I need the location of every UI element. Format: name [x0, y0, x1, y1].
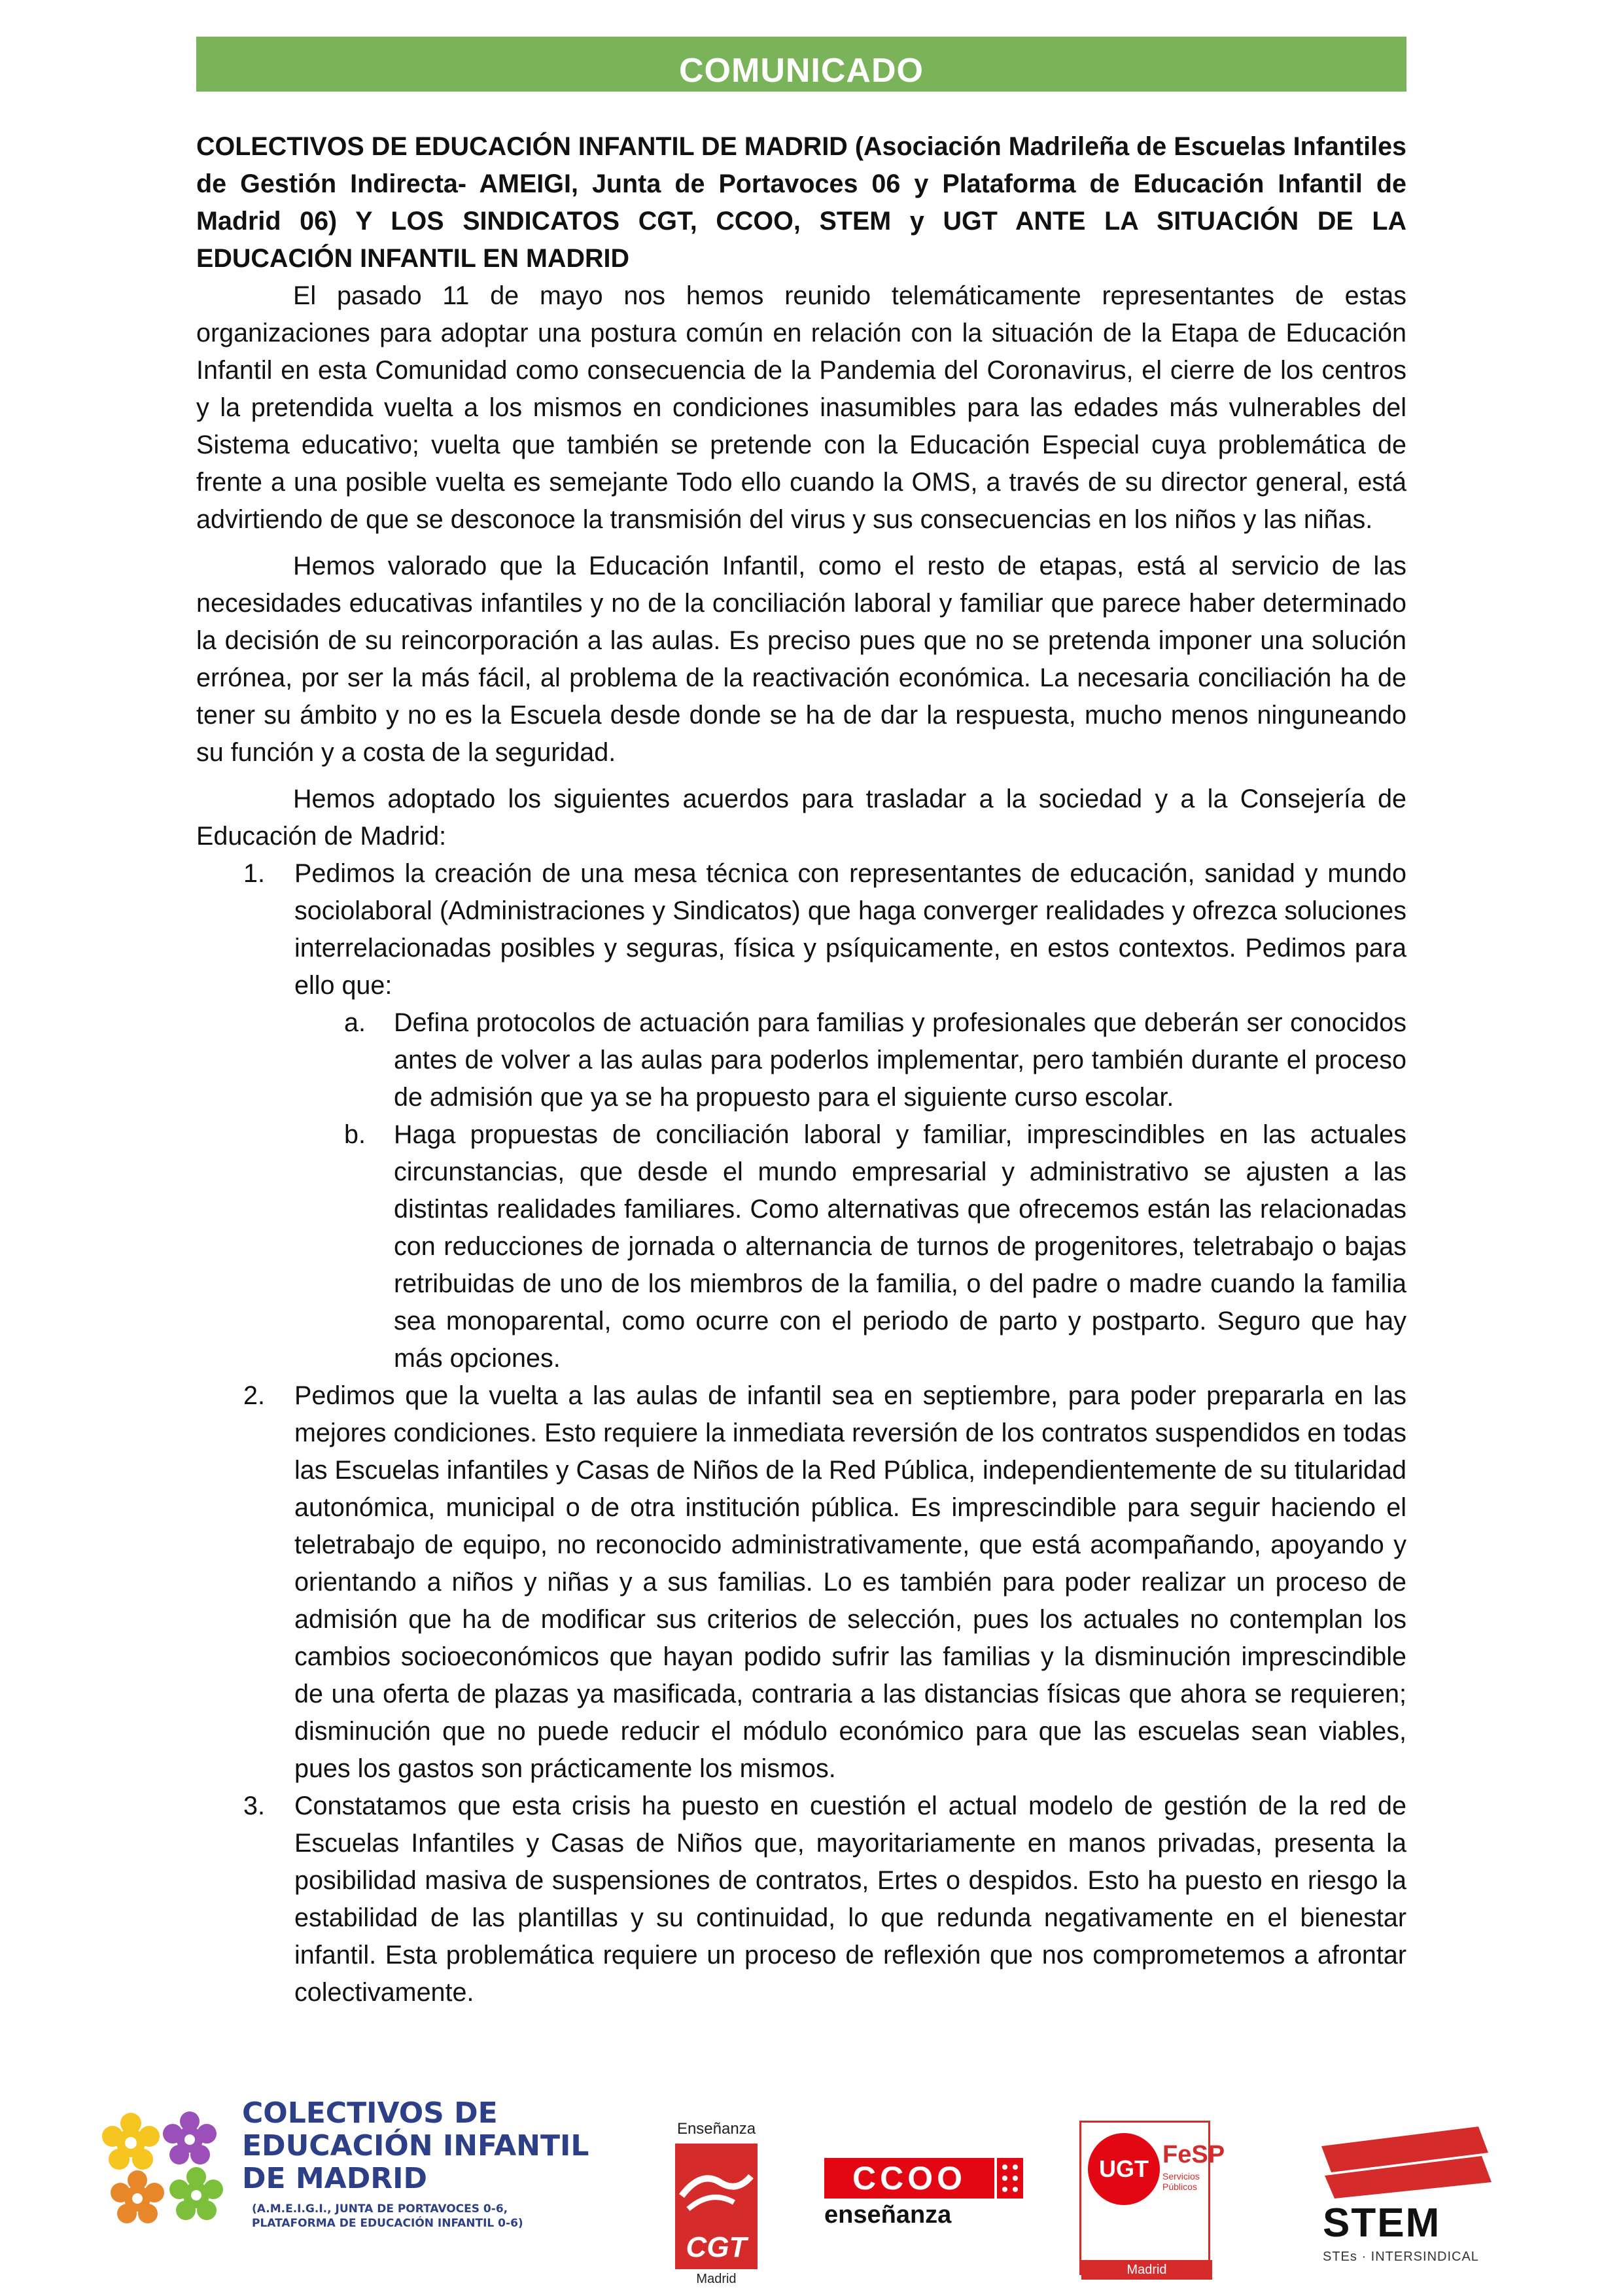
ugt-bottom-label: Madrid	[1081, 2260, 1212, 2280]
list-item	[196, 1377, 1406, 1788]
flag-icon	[1315, 2127, 1498, 2199]
colectivos-logo	[92, 2091, 615, 2248]
list-number: 1.	[243, 859, 265, 888]
stem-wordmark: STEM	[1323, 2200, 1441, 2246]
sub-list	[294, 1004, 1406, 1377]
agreements-list	[196, 855, 1406, 2011]
colectivos-subtitle: (A.M.E.I.G.I., JUNTA DE PORTAVOCES 0-6, PLATAFORMA DE EDUCACIÓN INFANTIL 0-6)	[252, 2202, 523, 2230]
list-item-text: Pedimos que la vuelta a las aulas de infantil sea en septiembre, para poder prepararla en las mejores condiciones. Esto requiere la inmediata reversión de los contratos suspendidos en todas las Escuelas infantiles y Casas de Niños de la Red Pública, independientemente de su titularidad autonómica, municipal o de otra institución pública. Es imprescindible para seguir haciendo el teletrabajo de equipo, no reconocido administrativamente, que está acompañando, apoyando y orientando a niños y niñas y a sus familias. Lo es también para poder realizar un proceso de admisión que ha de modificar sus criterios de selección, pues los actuales no contemplan los cambios socioeconómicos que hayan podido sufrir las familias y la disminución imprescindible de una oferta de plazas ya masificada, contraria a las distancias físicas que ahora se requieren; disminución que no puede reducir el módulo económico para que las escuelas sean viables, pues los gastos son prácticamente los mismos.	[294, 1381, 1406, 1783]
cgt-bottom-label: Madrid	[696, 2272, 737, 2286]
paragraph-1: El pasado 11 de mayo nos hemos reunido telemáticamente representantes de estas organizaciones para adoptar una postura común en relación con la situación de la Etapa de Educación Infantil en esta Comunidad como consecuencia de la Pandemia del Coronavirus, el cierre de los centros y la pretendida vuelta a los mismos en condiciones inasumibles para las edades más vulnerables del Sistema educativo; vuelta que también se pretende con la Educación Especial cuya problemática de frente a una posible vuelta es semejante Todo ello cuando la OMS, a través de su director general, está advirtiendo de que se desconoce la transmisión del virus y sus consecuencias en los niños y las niñas.	[196, 281, 1406, 534]
colectivos-title: COLECTIVOS DE EDUCACIÓN INFANTIL DE MADRID	[242, 2096, 589, 2195]
cgt-wordmark: CGT	[686, 2231, 747, 2263]
ccoo-logo	[824, 2158, 1027, 2230]
flower-cluster-icon	[92, 2104, 236, 2234]
list-number: 3.	[243, 1792, 265, 1820]
ugt-fesp-label: FeSP	[1162, 2141, 1225, 2168]
list-item-text: Constatamos que esta crisis ha puesto en cuestión el actual modelo de gestión de la red de Escuelas Infantiles y Casas de Niños que, mayoritariamente en manos privadas, presenta la posibilidad masiva de suspensiones de contratos, Ertes o despidos. Esto ha puesto en riesgo la estabilidad de las plantillas y su continuidad, lo que redunda negativamente en el bienestar infantil. Esta problemática requiere un proceso de reflexión que nos comprometemos a afrontar colectivamente.	[294, 1792, 1406, 2007]
ugt-wordmark: UGT	[1088, 2133, 1160, 2205]
list-item	[196, 855, 1406, 1377]
stem-logo	[1315, 2127, 1505, 2284]
cgt-logo	[667, 2120, 765, 2296]
sub-list-item	[294, 1004, 1406, 1116]
sub-list-letter: b.	[344, 1120, 366, 1149]
ugt-logo	[1079, 2117, 1225, 2296]
list-number: 2.	[243, 1381, 265, 1410]
list-item-text: Pedimos la creación de una mesa técnica con representantes de educación, sanidad y mundo sociolaboral (Administraciones y Sindicatos) que haga converger realidades y ofrezca soluciones interrelacionadas posibles y seguras, física y psíquicamente, en estos contextos. Pedimos para ello que:	[294, 859, 1406, 1000]
sub-list-letter: a.	[344, 1008, 366, 1037]
sub-list-item-text: Haga propuestas de conciliación laboral y familiar, imprescindibles en las actuales circunstancias, que desde el mundo empresarial y administrativo se ajusten a las distintas realidades familiares. Como alternativas que ofrecemos están las relacionadas con reducciones de jornada o alternancia de turnos de progenitores, teletrabajo o bajas retribuidas de uno de los miembros de la familia, o del padre o madre cuando la familia sea monoparental, como ocurre con el periodo de parto y postparto. Seguro que hay más opciones.	[394, 1120, 1406, 1373]
ccoo-wordmark: CCOO	[824, 2158, 994, 2199]
ccoo-subtitle: enseñanza	[824, 2201, 952, 2229]
sub-list-item-text: Defina protocolos de actuación para familias y profesionales que deberán ser conocidos antes de volver a las aulas para poderlos implementar, pero también durante el proceso de admisión que ya se ha propuesto para el siguiente curso escolar.	[394, 1008, 1406, 1112]
sub-list-item	[294, 1116, 1406, 1377]
stem-subtitle: STEs · INTERSINDICAL	[1323, 2250, 1479, 2264]
paragraph-3: Hemos adoptado los siguientes acuerdos para trasladar a la sociedad y a la Consejería de Educación de Madrid:	[196, 785, 1406, 851]
paragraph-2: Hemos valorado que la Educación Infantil, como el resto de etapas, está al servicio de las necesidades educativas infantiles y no de la conciliación laboral y familiar que parece haber determinado la decisión de su reincorporación a las aulas. Es preciso pues que no se pretenda imponer una solución errónea, por ser la más fácil, al problema de la reactivación económica. La necesaria conciliación ha de tener su ámbito y no es la Escuela desde donde se ha de dar la respuesta, mucho menos ninguneando su función y a costa de la seguridad.	[196, 552, 1406, 767]
header-banner	[196, 37, 1406, 92]
banner-title: COMUNICADO	[679, 52, 924, 90]
document-body	[196, 128, 1406, 2011]
handshake-icon	[675, 2150, 758, 2222]
cgt-top-label: Enseñanza	[676, 2120, 756, 2138]
document-heading: COLECTIVOS DE EDUCACIÓN INFANTIL DE MADRID (Asociación Madrileña de Escuelas Infantiles de Gestión Indirecta- AMEIGI, Junta de Portavoces 06 y Plataforma de Educación Infantil de Madrid 06) Y LOS SINDICATOS CGT, CCOO, STEM y UGT ANTE LA SITUACIÓN DE LA EDUCACIÓN INFANTIL EN MADRID	[196, 132, 1406, 273]
stars-icon	[997, 2158, 1023, 2199]
list-item	[196, 1788, 1406, 2011]
ugt-services-label: Servicios Públicos	[1162, 2171, 1200, 2192]
